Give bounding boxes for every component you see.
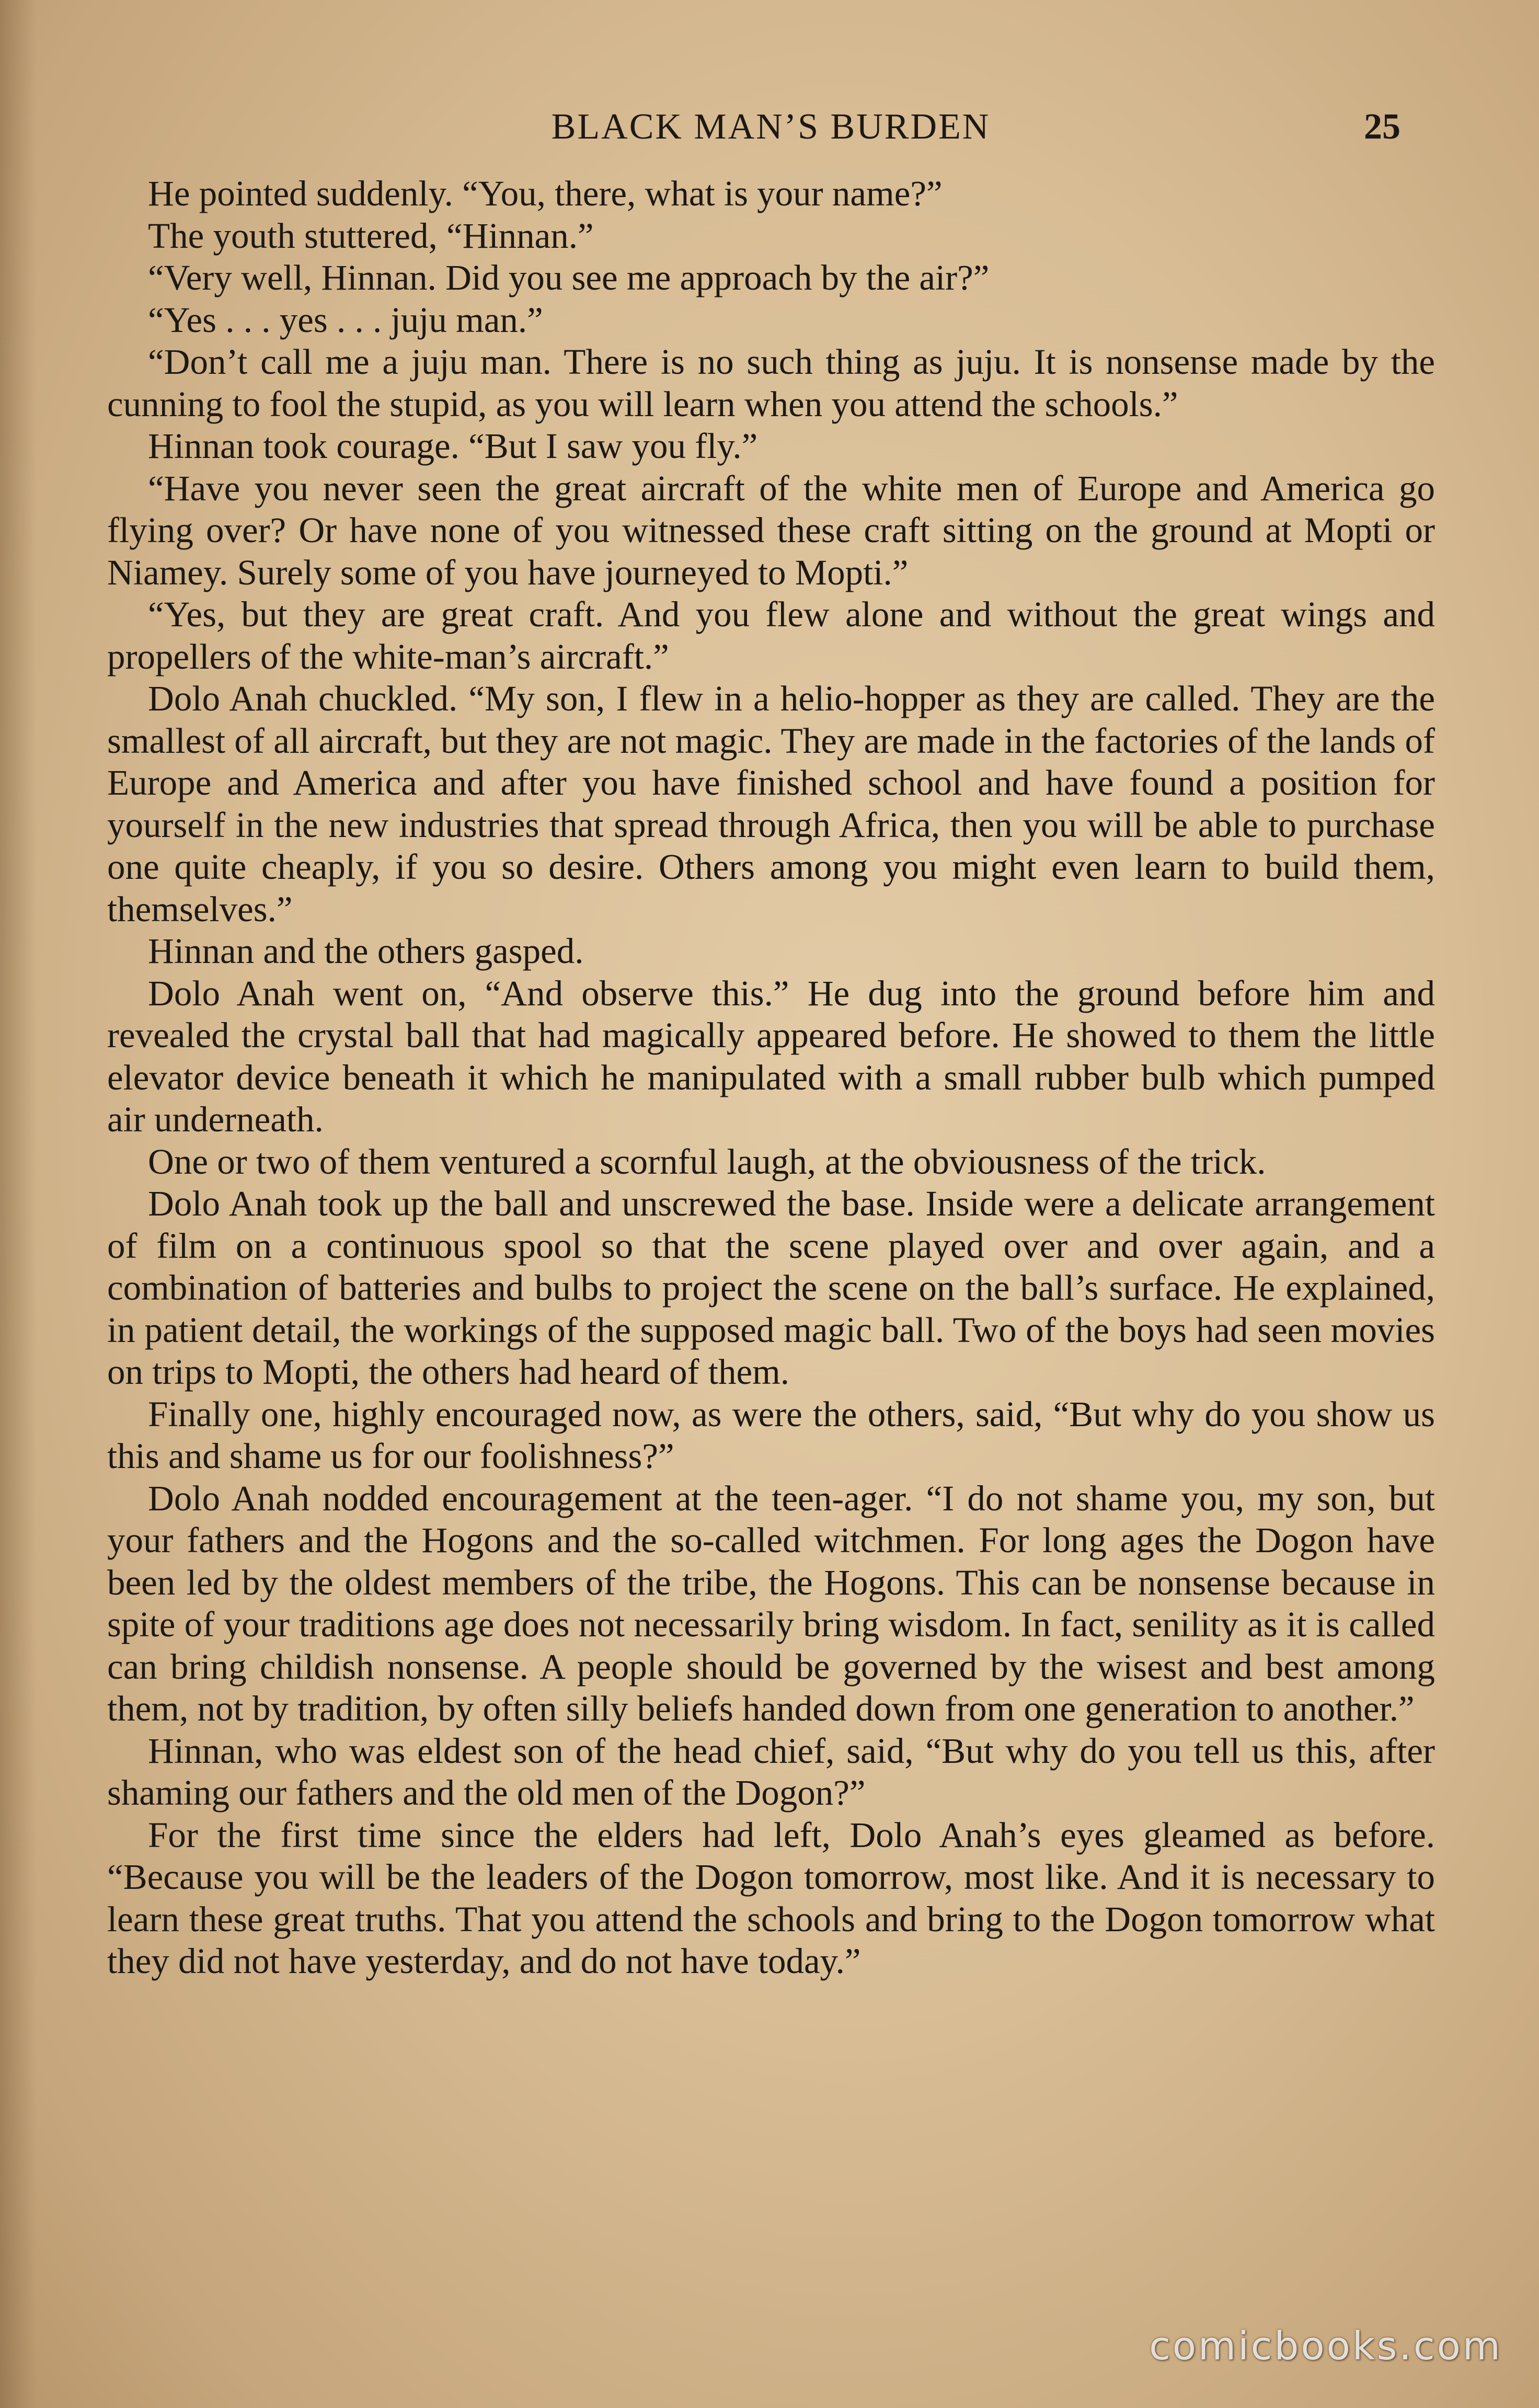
- paragraph: Hinnan took courage. “But I saw you fly.”: [148, 426, 758, 466]
- running-head: [107, 98, 1434, 156]
- paragraph: Dolo Anah took up the ball and unscrewed the base. Inside were a delicate arrangement of film on a continuous spool so that the scene played over and over again, and a combination of batteries and bulbs to project the scene on the ball’s surface. He explained, in patient detail, the workings of the supposed magic ball. Two of the boys had seen movies on trips to Mopti, the others had heard of them.: [107, 1184, 1435, 1392]
- paragraph: Hinnan and the others gasped.: [148, 931, 584, 971]
- paragraph: One or two of them ventured a scornful laugh, at the obviousness of the trick.: [148, 1141, 1266, 1182]
- paragraph: “Yes, but they are great craft. And you flew alone and without the great wings and propellers of the white-man’s aircraft.”: [107, 594, 1435, 676]
- paragraph: Dolo Anah chuckled. “My son, I flew in a helio-hopper as they are called. They are the smallest of all aircraft, but they are not magic. They are made in the factories of the lands of Europe and America and after you have finished school and have found a position for yourself in the new industries that spread through Africa, then you will be able to purchase one quite cheaply, if you so desire. Others among you might even learn to build them, themselves.”: [107, 679, 1435, 929]
- paragraph: Hinnan, who was eldest son of the head chief, said, “But why do you tell us this, after shaming our fathers and the old men of the Dogon?”: [107, 1730, 1435, 1813]
- running-head-title: BLACK MAN’S BURDEN: [551, 107, 991, 147]
- paragraph: “Have you never seen the great aircraft of the white men of Europe and America go flying over? Or have none of you witnessed these craft sitting on the ground at Mopti or Niamey. Surely some of you have journeyed to Mopti.”: [107, 468, 1435, 592]
- page-number: 25: [1364, 107, 1400, 147]
- body-text: [107, 173, 1435, 1982]
- paragraph: “Don’t call me a juju man. There is no such thing as juju. It is nonsense made by the cunning to fool the stupid, as you will learn when you attend the schools.”: [107, 342, 1435, 424]
- paragraph: “Very well, Hinnan. Did you see me approach by the air?”: [148, 258, 990, 297]
- paragraph: For the first time since the elders had left, Dolo Anah’s eyes gleamed as before. “Because you will be the leaders of the Dogon tomorrow, most like. And it is necessary to learn these great truths. That you attend the schools and bring to the Dogon tomorrow what they did not have yesterday, and do not have today.”: [107, 1815, 1435, 1981]
- paragraph: He pointed suddenly. “You, there, what is your name?”: [148, 174, 943, 213]
- watermark: comicbooks.com: [1149, 2324, 1502, 2369]
- paragraph: Dolo Anah went on, “And observe this.” He dug into the ground before him and revealed the crystal ball that had magically appeared before. He showed to them the little elevator device beneath it which he manipulated with a small rubber bulb which pumped air underneath.: [107, 973, 1435, 1139]
- paragraph: The youth stuttered, “Hinnan.”: [148, 215, 594, 256]
- paragraph: Finally one, highly encouraged now, as were the others, said, “But why do you show us this and shame us for our foolishness?”: [107, 1394, 1435, 1476]
- paragraph: Dolo Anah nodded encouragement at the teen-ager. “I do not shame you, my son, but your fathers and the Hogons and the so-called witchmen. For long ages the Dogon have been led by the oldest members of the tribe, the Hogons. This can be nonsense because in spite of your traditions age does not necessarily bring wisdom. In fact, senility as it is called can bring childish nonsense. A people should be governed by the wisest and best among them, not by tradition, by often silly beliefs handed down from one generation to another.”: [107, 1478, 1435, 1728]
- paragraph: “Yes . . . yes . . . juju man.”: [148, 300, 543, 340]
